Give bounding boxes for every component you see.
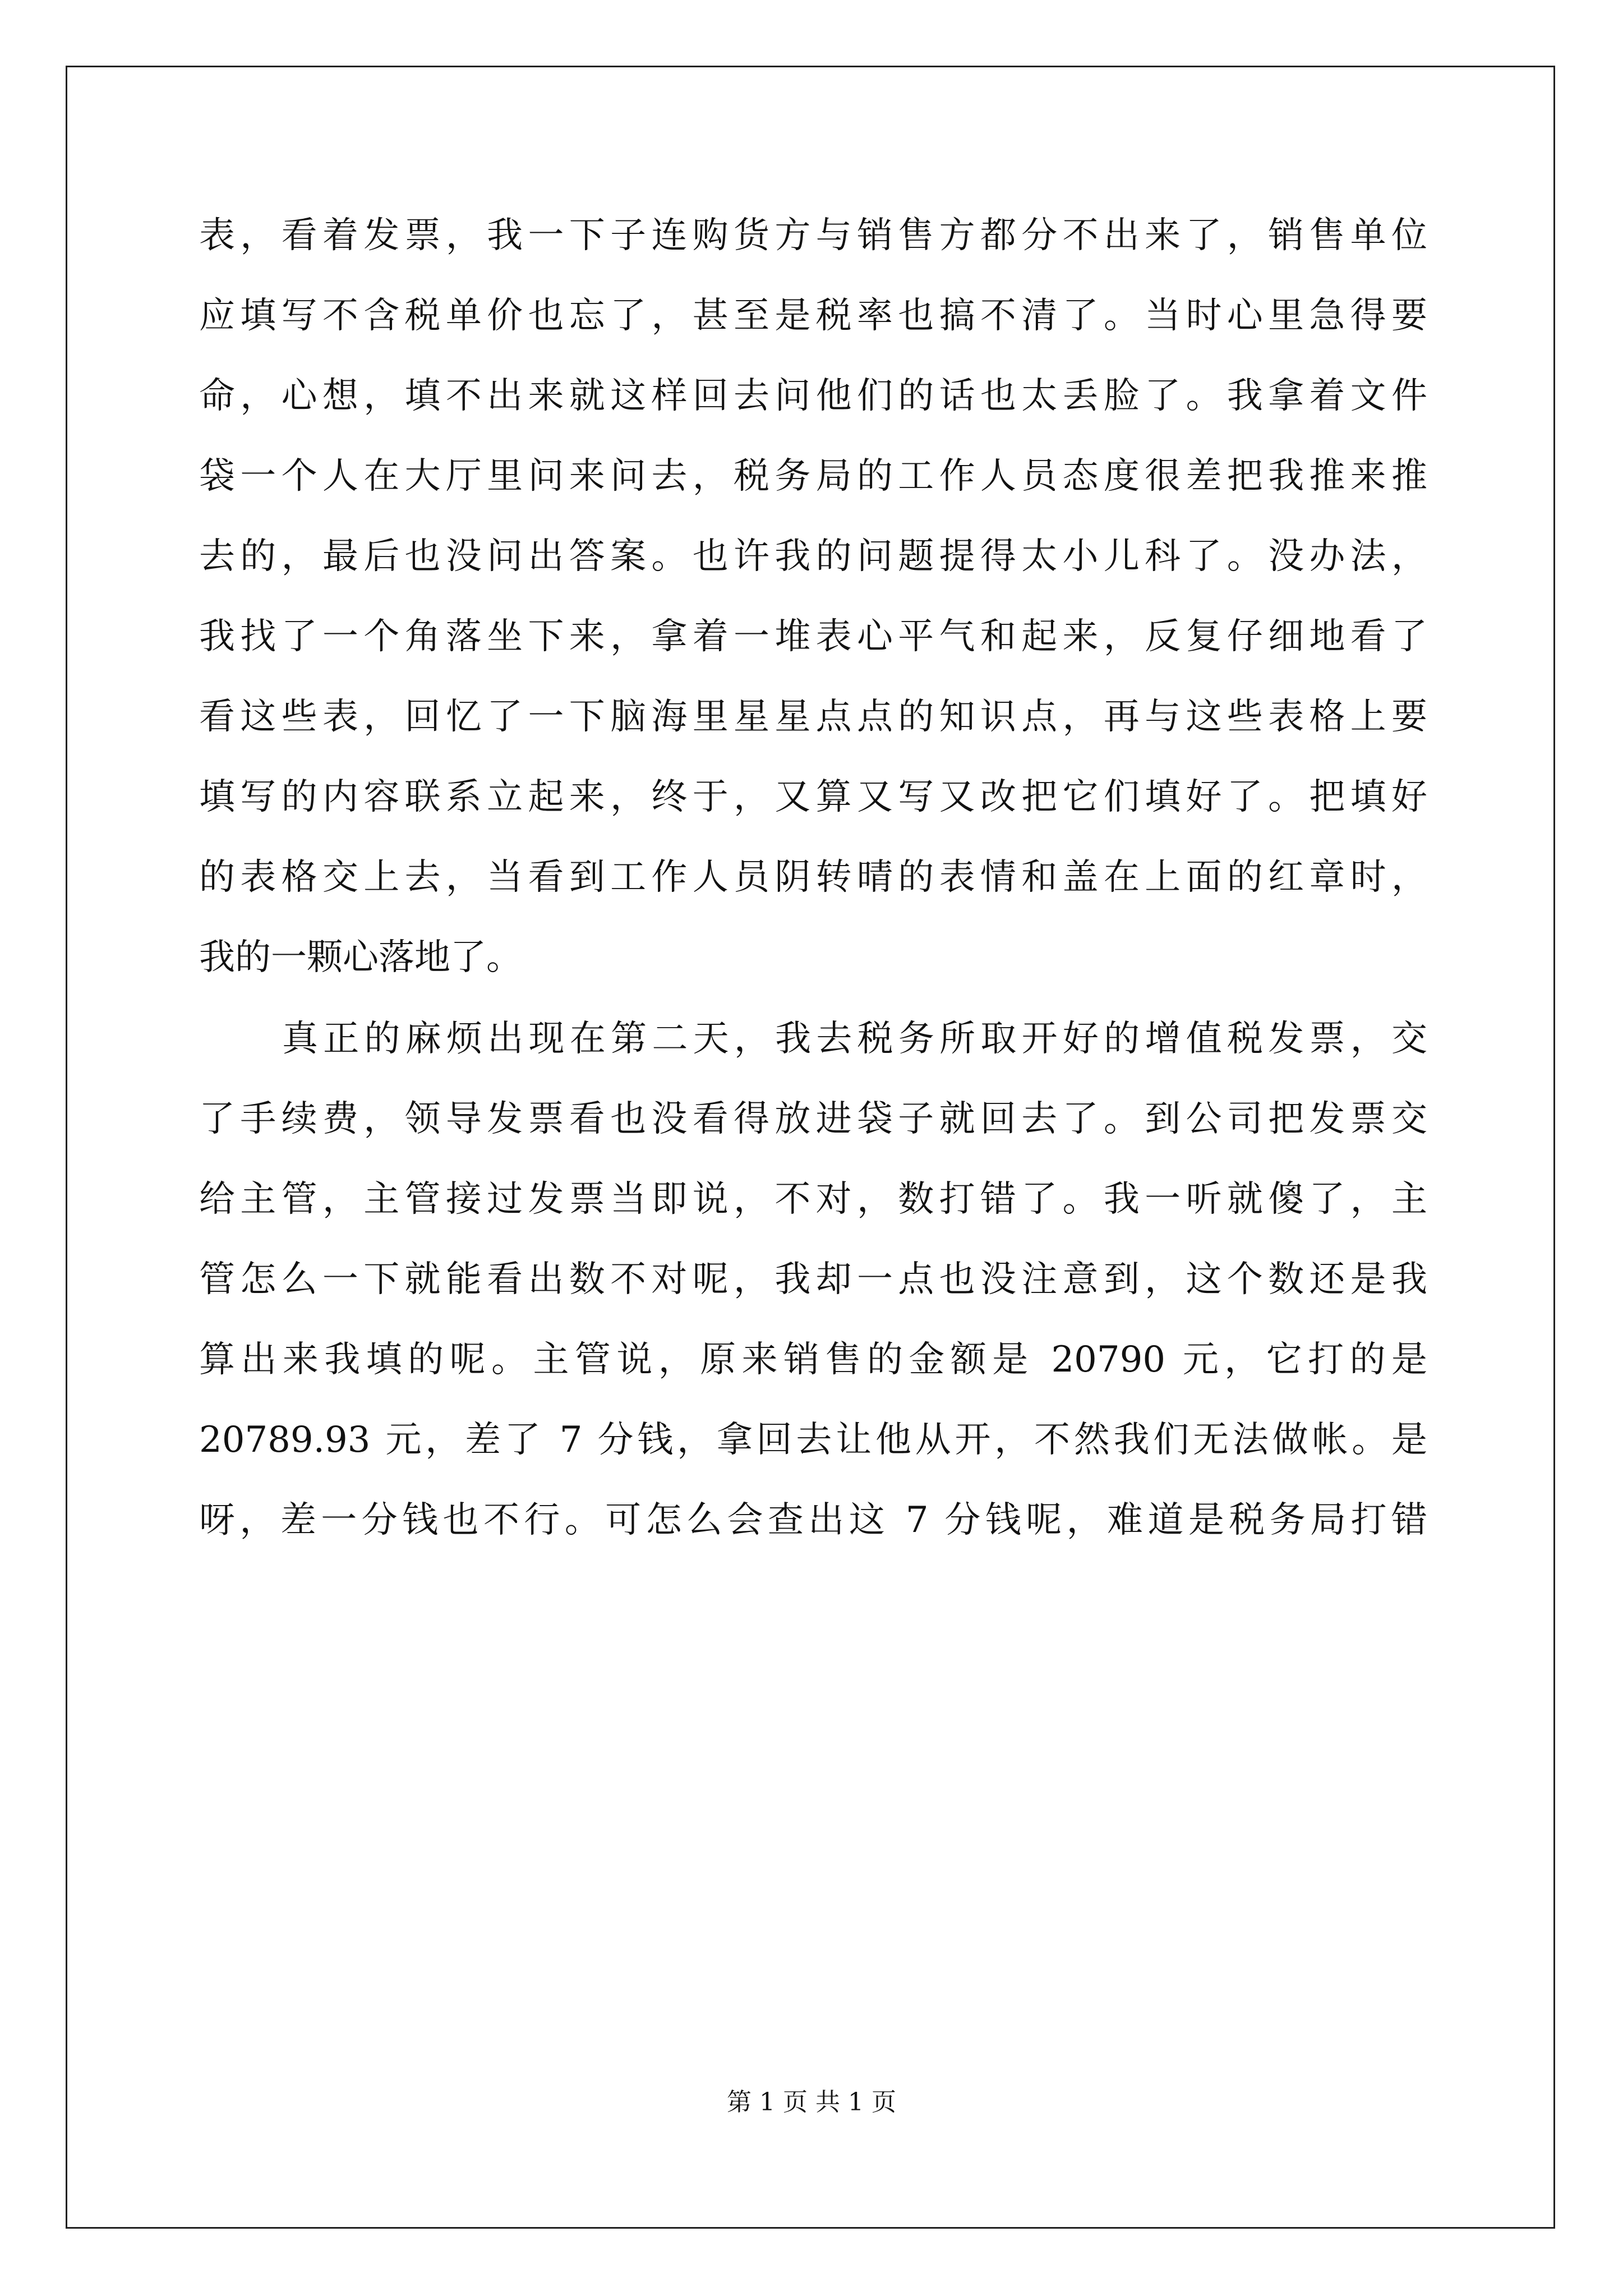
paragraph-1-line-5: 去的，最后也没问出答案。也许我的问题提得太小儿科了。没办法， <box>199 536 1427 577</box>
paragraph-1-line-4: 袋一个人在大厅里问来问去，税务局的工作人员态度很差把我推来推 <box>199 455 1427 497</box>
paragraph-1-line-3: 命，心想，填不出来就这样回去问他们的话也太丢脸了。我拿着文件 <box>199 375 1427 417</box>
paragraph-2-line-2: 了手续费，领导发票看也没看得放进袋子就回去了。到公司把发票交 <box>199 1098 1427 1140</box>
paragraph-2-line-4: 管怎么一下就能看出数不对呢，我却一点也没注意到，这个数还是我 <box>199 1259 1427 1300</box>
paragraph-1-line-2: 应填写不含税单价也忘了，甚至是税率也搞不清了。当时心里急得要 <box>199 295 1427 337</box>
paragraph-2-line-1: 真正的麻烦出现在第二天，我去税务所取开好的增值税发票，交 <box>282 1018 1427 1060</box>
paragraph-1-line-7: 看这些表，回忆了一下脑海里星星点点的知识点，再与这些表格上要 <box>199 696 1427 738</box>
paragraph-1-line-8: 填写的内容联系立起来，终于，又算又写又改把它们填好了。把填好 <box>199 776 1427 818</box>
paragraph-1-line-6: 我找了一个角落坐下来，拿着一堆表心平气和起来，反复仔细地看了 <box>199 616 1427 657</box>
paragraph-2-line-6: 20789.93 元，差了 7 分钱，拿回去让他从开，不然我们无法做帐。是 <box>199 1419 1427 1461</box>
paragraph-1-line-9: 的表格交上去，当看到工作人员阴转晴的表情和盖在上面的红章时， <box>199 857 1427 898</box>
paragraph-2-line-3: 给主管，主管接过发票当即说，不对，数打错了。我一听就傻了，主 <box>199 1179 1427 1220</box>
paragraph-2-line-5: 算出来我填的呢。主管说，原来销售的金额是 20790 元，它打的是 <box>199 1339 1427 1381</box>
paragraph-2-line-7: 呀，差一分钱也不行。可怎么会查出这 7 分钱呢，难道是税务局打错 <box>199 1499 1427 1541</box>
page-number: 第 1 页 共 1 页 <box>727 2088 896 2116</box>
paragraph-1-line-10: 我的一颗心落地了。 <box>199 937 522 978</box>
paragraph-1-line-1: 表，看着发票，我一下子连购货方与销售方都分不出来了，销售单位 <box>199 215 1427 256</box>
